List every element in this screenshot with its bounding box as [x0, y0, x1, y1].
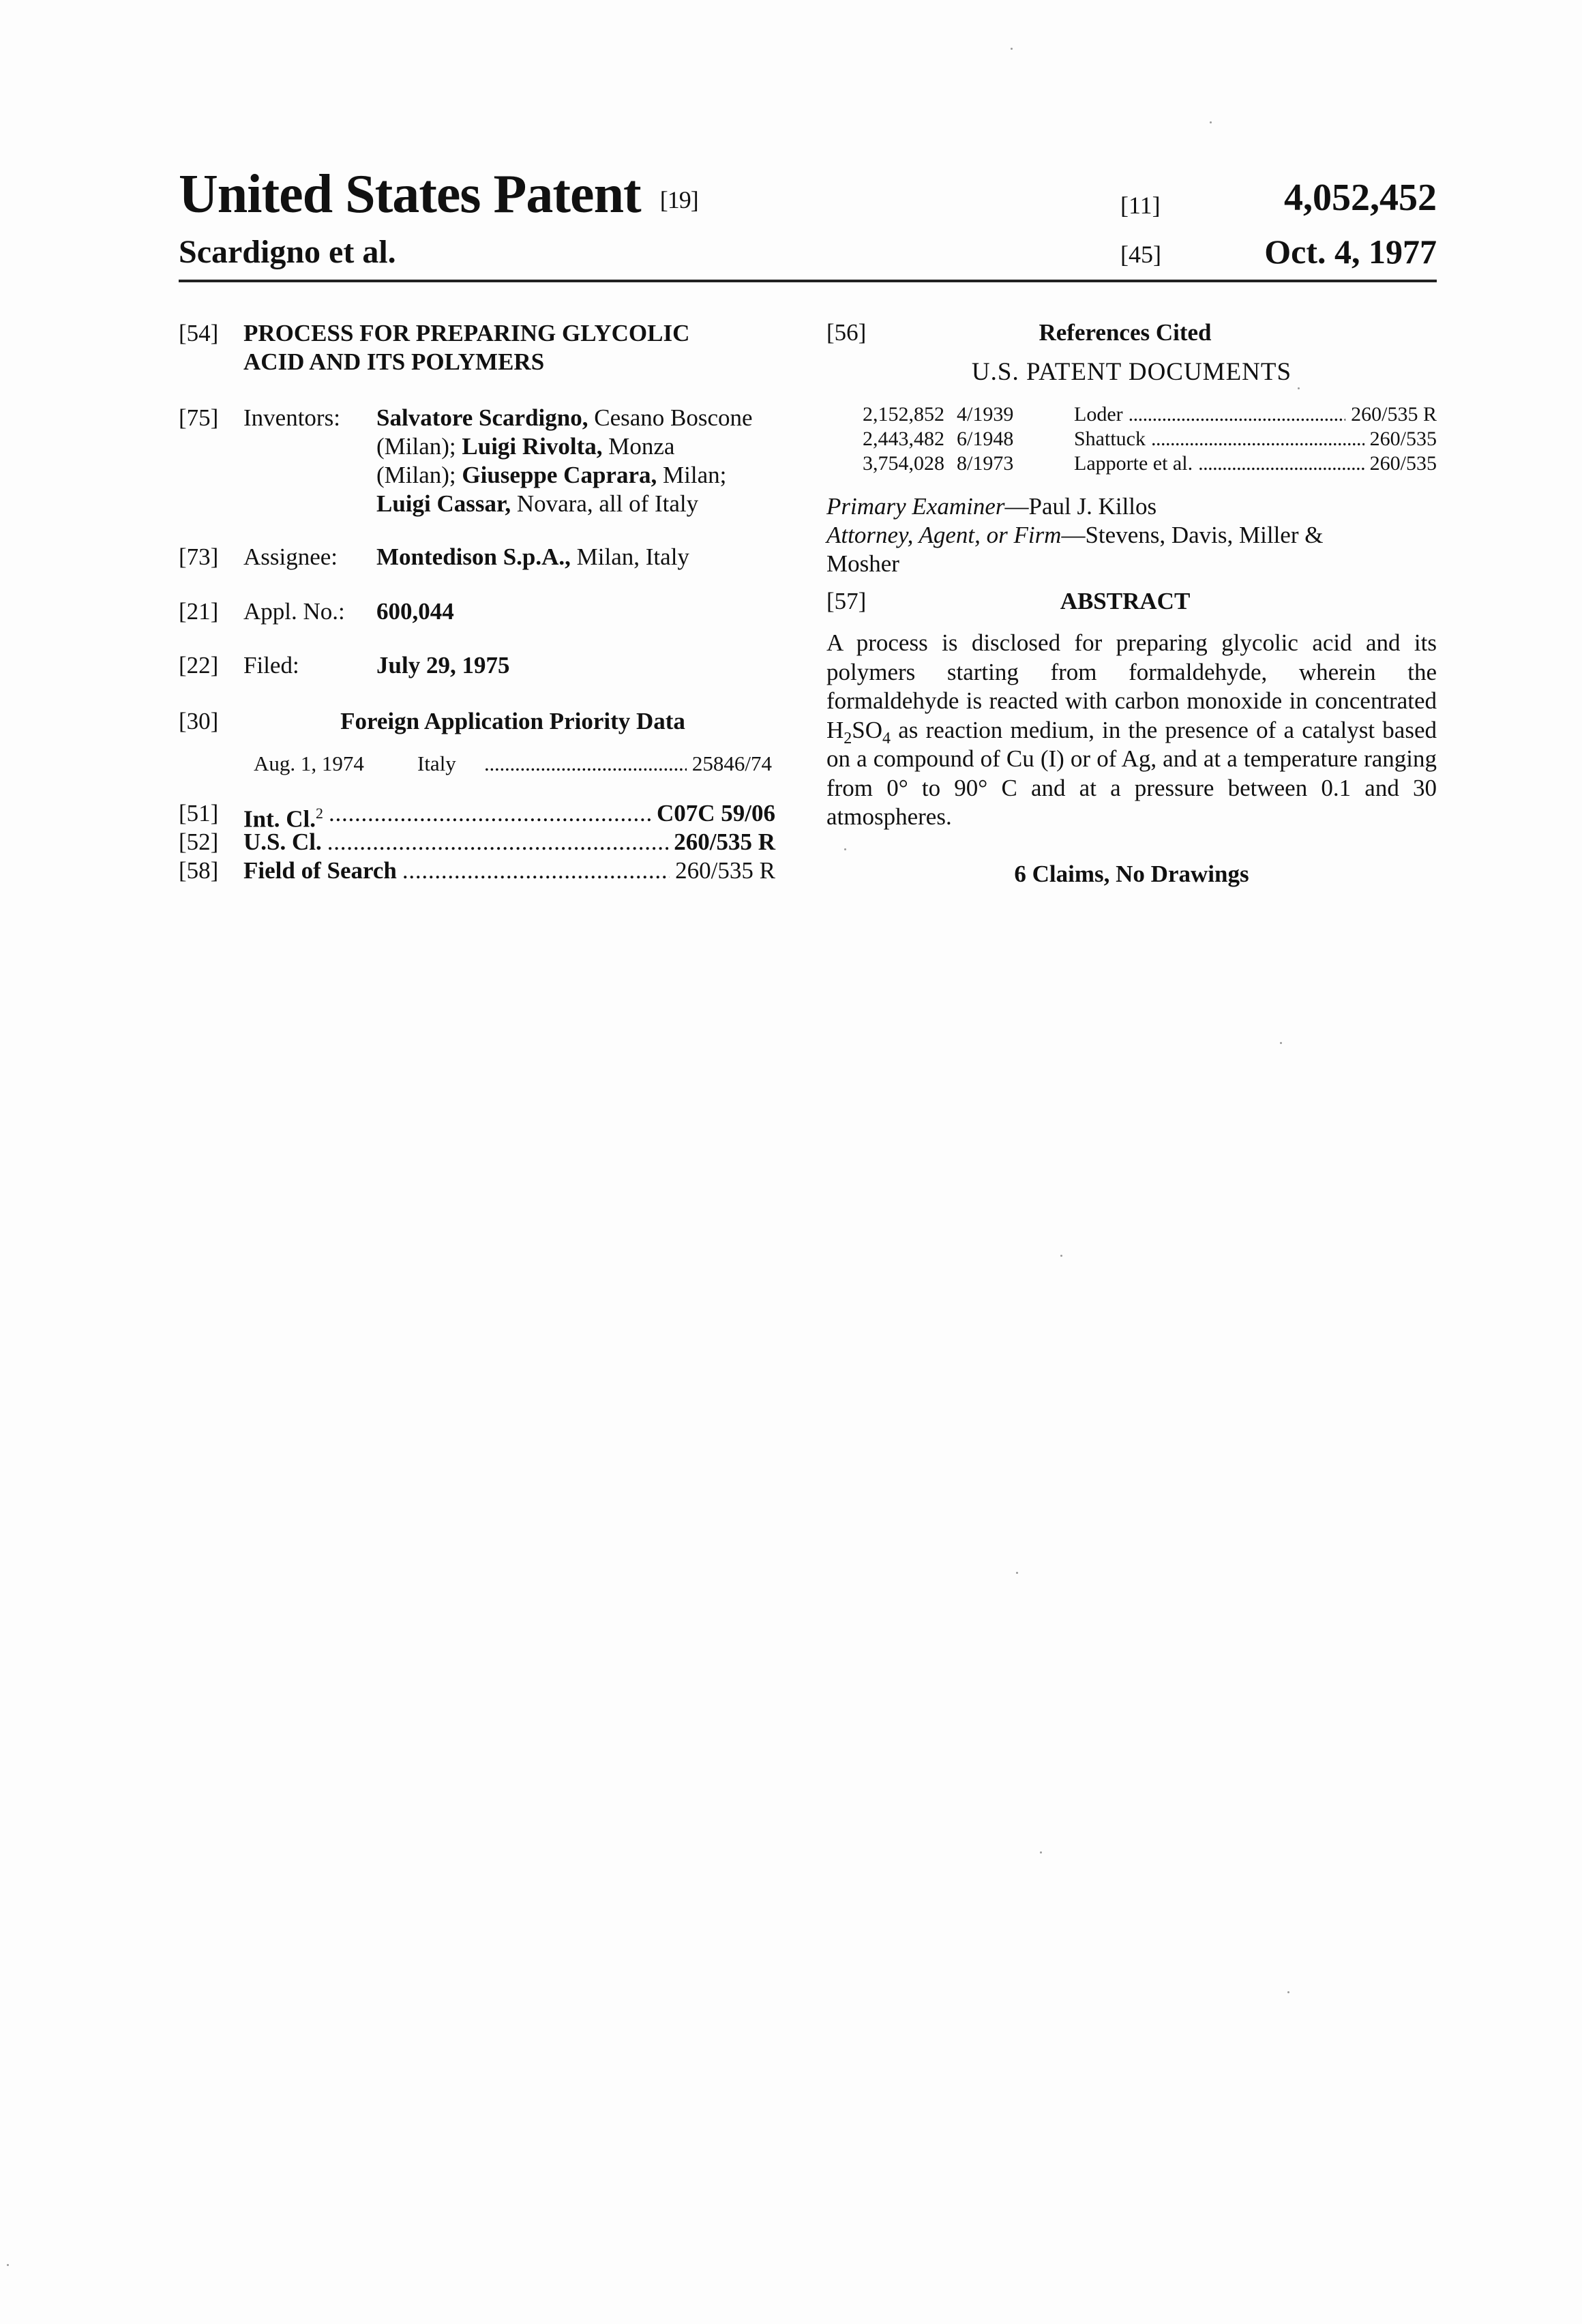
- reference-row: [842, 427, 1437, 451]
- assignee-label: Assignee:: [243, 543, 338, 571]
- search-row: [179, 856, 775, 885]
- priority-heading: Foreign Application Priority Data: [243, 707, 782, 736]
- appl-field: [179, 597, 782, 628]
- scan-speck: [1287, 1991, 1289, 1993]
- int-cl-label-text: Int. Cl.: [243, 806, 316, 833]
- ref-date: 8/1973: [944, 451, 1074, 476]
- ref-class: 260/535: [1370, 427, 1437, 451]
- references-subheading: U.S. PATENT DOCUMENTS: [826, 357, 1437, 387]
- ref-class: 260/535: [1370, 451, 1437, 476]
- abstract-code: [57]: [826, 588, 866, 615]
- scan-speck: [1060, 1255, 1062, 1257]
- abstract-part2: SO: [852, 717, 882, 743]
- us-cl-label: U.S. Cl.: [243, 828, 322, 856]
- int-cl-code: [51]: [179, 799, 243, 834]
- ref-number: 2,152,852: [842, 402, 944, 427]
- filed-field: [179, 651, 782, 682]
- assignee-name: Montedison S.p.A.,: [376, 543, 571, 570]
- inventor-location: Cesano Boscone: [588, 404, 752, 431]
- attorney-label: Attorney, Agent, or Firm: [826, 522, 1061, 548]
- ref-number: 2,443,482: [842, 427, 944, 451]
- priority-date: Aug. 1, 1974: [254, 749, 417, 778]
- assignee-code: [73]: [179, 543, 218, 571]
- patent-page: [0, 0, 1582, 2324]
- inventor-name: Giuseppe Caprara,: [462, 462, 657, 488]
- invention-title-line1: PROCESS FOR PREPARING GLYCOLIC: [243, 319, 775, 348]
- examiner-block: [826, 492, 1437, 578]
- title-field-code: [54]: [179, 319, 218, 348]
- priority-field: [179, 707, 782, 769]
- invention-title-line2: ACID AND ITS POLYMERS: [243, 348, 775, 376]
- scan-speck: [844, 848, 846, 850]
- ref-name: Shattuck: [1074, 427, 1146, 451]
- examiner-label: Primary Examiner: [826, 493, 1004, 520]
- patent-title: [179, 164, 698, 226]
- scan-speck: [1210, 121, 1212, 123]
- references-heading: References Cited: [893, 319, 1357, 346]
- attorney-name: —Stevens, Davis, Miller &: [1061, 522, 1323, 548]
- us-cl-row: [179, 828, 775, 856]
- ref-number: 3,754,028: [842, 451, 944, 476]
- date-code: [45]: [1120, 240, 1161, 269]
- priority-code: [30]: [179, 707, 218, 736]
- inventor-name: Luigi Cassar,: [376, 490, 511, 517]
- inventor-prefix: (Milan);: [376, 462, 462, 488]
- us-cl-value: 260/535 R: [674, 828, 775, 856]
- abstract-text: [826, 629, 1437, 832]
- appl-code: [21]: [179, 597, 218, 626]
- leader-dots: [1129, 402, 1346, 427]
- search-code: [58]: [179, 856, 243, 885]
- scan-speck: [1280, 1042, 1282, 1044]
- inventors-field: [179, 404, 782, 520]
- int-cl-value: C07C 59/06: [657, 799, 775, 834]
- ref-date: 6/1948: [944, 427, 1074, 451]
- patent-number: 4,052,452: [1284, 176, 1437, 220]
- inventor-location: Milan;: [657, 462, 726, 488]
- filed-code: [22]: [179, 651, 218, 680]
- inventor-location: Monza: [603, 433, 675, 460]
- scan-speck: [1298, 387, 1300, 389]
- inventors-list: [376, 404, 786, 518]
- ref-name: Lapporte et al.: [1074, 451, 1193, 476]
- abstract-part3: as reaction medium, in the presence of a catalyst based on a compound of Cu (I) or of Ag, and at a temperature ranging from 0° to 90° C and at a pressure between 0.1 and 30 atmospheres.: [826, 717, 1437, 831]
- abstract-sub2: 4: [882, 730, 891, 747]
- inventors-label: Inventors:: [243, 404, 340, 432]
- inventor-name: Salvatore Scardigno,: [376, 404, 588, 431]
- claims-count: 6 Claims, No Drawings: [826, 861, 1437, 888]
- priority-row: [254, 749, 772, 778]
- scan-speck: [7, 2264, 9, 2266]
- header-rule: [179, 280, 1437, 282]
- examiner-name: —Paul J. Killos: [1004, 493, 1156, 520]
- leader-dots: [327, 828, 669, 856]
- abstract-part1: A process is disclosed for preparing glycolic acid and its polymers starting from formaldehyde, wherein the formaldehyde is reacted with carbon monoxide in concentrated H: [826, 629, 1437, 743]
- appl-label: Appl. No.:: [243, 597, 345, 626]
- inventors-code: [75]: [179, 404, 218, 432]
- reference-row: [842, 402, 1437, 427]
- appl-number: 600,044: [376, 597, 454, 626]
- priority-country: Italy: [417, 749, 479, 778]
- leader-dots: [1198, 451, 1364, 476]
- scan-speck: [1016, 1572, 1018, 1574]
- int-cl-sup: 2: [316, 805, 323, 822]
- leader-dots: [484, 749, 687, 778]
- filed-label: Filed:: [243, 651, 299, 680]
- inventor-prefix: (Milan);: [376, 433, 462, 460]
- patent-title-text: United States Patent: [179, 164, 641, 224]
- assignee-field: [179, 543, 782, 573]
- ref-name: Loder: [1074, 402, 1123, 427]
- inventor-short: Scardigno et al.: [179, 233, 396, 271]
- assignee-value: [376, 543, 689, 571]
- us-cl-code: [52]: [179, 828, 243, 856]
- inventor-location: Novara, all of Italy: [511, 490, 698, 517]
- ref-date: 4/1939: [944, 402, 1074, 427]
- patent-number-code: [11]: [1120, 191, 1161, 220]
- reference-row: [842, 451, 1437, 476]
- assignee-place: Milan, Italy: [571, 543, 689, 570]
- issue-date: Oct. 4, 1977: [1264, 232, 1437, 271]
- inventor-name: Luigi Rivolta,: [462, 433, 602, 460]
- abstract-heading: ABSTRACT: [893, 588, 1357, 615]
- abstract-sub1: 2: [844, 730, 852, 747]
- title-field: [179, 319, 782, 381]
- scan-speck: [1011, 48, 1013, 50]
- priority-number: 25846/74: [692, 749, 772, 778]
- ref-class: 260/535 R: [1351, 402, 1437, 427]
- scan-speck: [1040, 1851, 1042, 1853]
- leader-dots: [402, 856, 670, 885]
- invention-title: [243, 319, 775, 376]
- attorney-name-continued: Mosher: [826, 550, 1437, 578]
- search-label: Field of Search: [243, 856, 397, 885]
- title-code: [19]: [660, 186, 698, 213]
- search-value: 260/535 R: [675, 856, 775, 885]
- references-code: [56]: [826, 319, 866, 346]
- leader-dots: [1151, 427, 1364, 451]
- filed-date: July 29, 1975: [376, 651, 509, 680]
